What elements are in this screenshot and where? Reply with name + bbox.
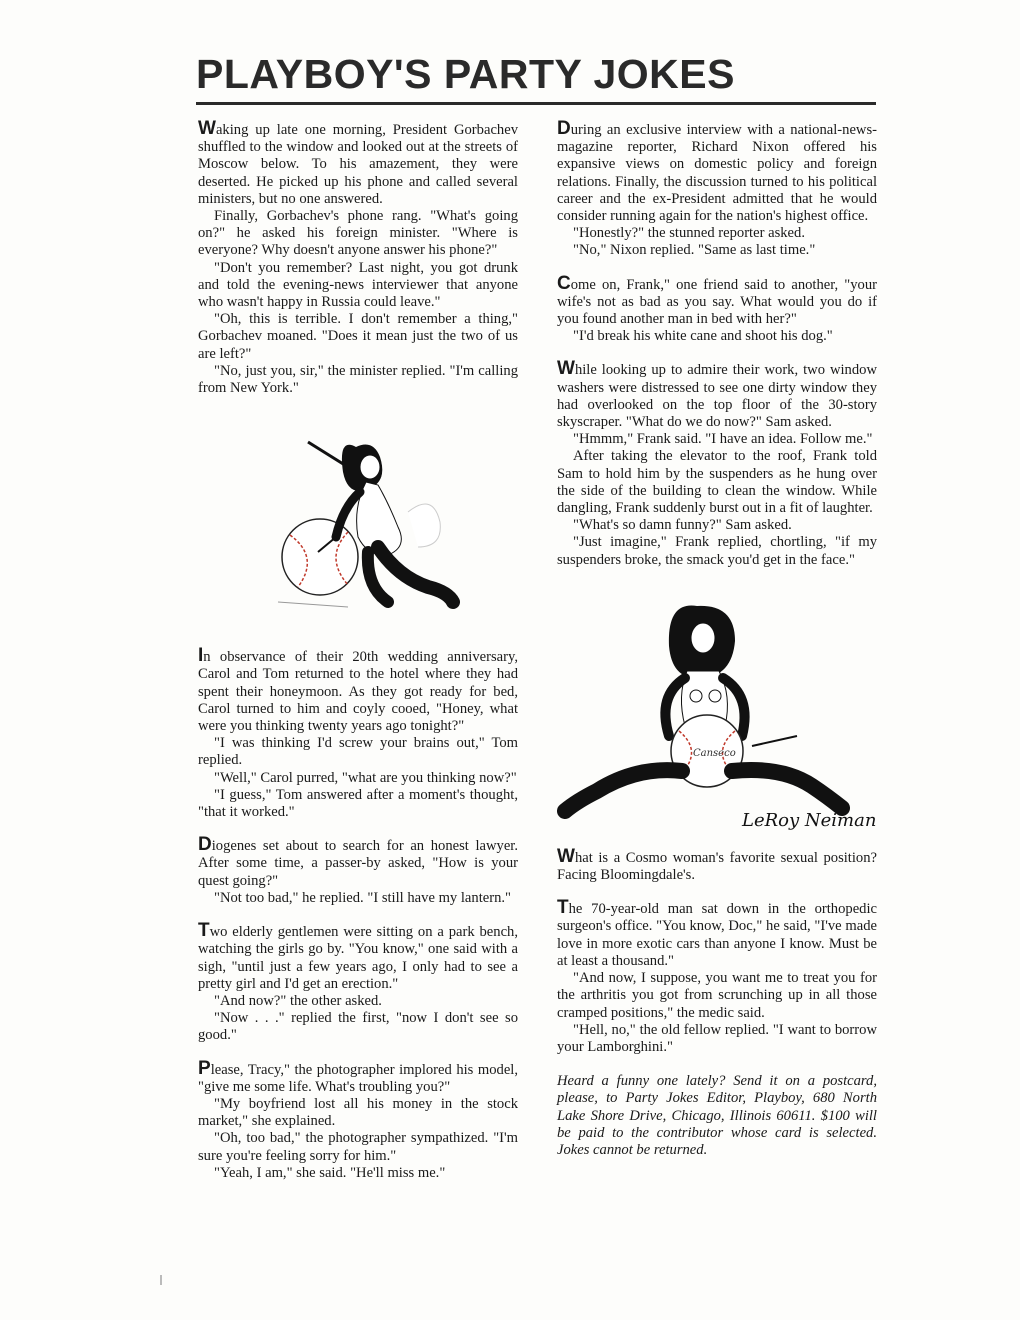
joke-paragraph: "No, just you, sir," the minister replied. "I'm calling from New York." [198, 362, 518, 397]
joke-orthopedic [557, 897, 877, 1056]
ball-autograph: Canseco [693, 747, 736, 759]
joke-paragraph: n observance of their 20th wedding anniversary, Carol and Tom returned to the hotel where they had spent their honeymoon. As they got ready for bed, Carol turned to him and coyly cooed, "Honey, what were you thinking twenty years ago tonight?" [198, 649, 518, 735]
joke-paragraph: wo elderly gentlemen were sitting on a park bench, watching the girls go by. "You know," one said with a sigh, "until just a few years ago, I only had to see a pretty girl and I'd get an erection." [198, 924, 518, 992]
joke-paragraph: he 70-year-old man sat down in the orthopedic surgeon's office. "You know, Doc," he said, "I've made love in more exotic cars than anyone I know. Must be at least a thousand." [557, 901, 877, 969]
joke-paragraph: "I guess," Tom answered after a moment's thought, "that it worked." [198, 786, 518, 821]
joke-window-washers [557, 358, 877, 568]
joke-paragraph: "Not too bad," he replied. "I still have my lantern." [214, 889, 511, 906]
joke-paragraph: "No," Nixon replied. "Same as last time." [573, 242, 816, 259]
joke-paragraph: "I'd break his white cane and shoot his dog." [573, 328, 833, 345]
submission-footer [557, 1073, 877, 1159]
joke-park-bench [198, 920, 518, 1044]
joke-nixon [557, 118, 877, 260]
joke-frank-wife [557, 272, 877, 346]
dropcap: D [198, 834, 212, 856]
joke-paragraph: iogenes set about to search for an honest lawyer. After some time, a passer-by asked, "How is your quest going?" [198, 838, 518, 889]
joke-paragraph: Finally, Gorbachev's phone rang. "What's going on?" he asked his foreign minister. "Where is everyone? Why doesn't anyone answer his phone?" [198, 208, 518, 259]
joke-paragraph: "Now . . ." replied the first, "now I don't see so good." [198, 1010, 518, 1044]
dropcap: T [557, 897, 569, 919]
joke-paragraph: "Don't you remember? Last night, you got drunk and told the evening-news interviewer that anyone who wasn't happy in Russia could leave." [198, 259, 518, 311]
dropcap: C [557, 272, 571, 294]
footer-text: Heard a funny one lately? Send it on a postcard, please, to Party Jokes Editor, Playboy, 680 North Lake Shore Drive, Chicago, Illinois 60611. $100 will be paid to the contributor whose card is selected. Jokes cannot be returned. [557, 1073, 877, 1158]
joke-paragraph: "My boyfriend lost all his money in the stock market," she explained. [198, 1095, 518, 1130]
dropcap: W [557, 358, 575, 380]
joke-paragraph: "Hmmm," Frank said. "I have an idea. Follow me." [573, 431, 873, 448]
dropcap: P [198, 1057, 211, 1079]
dropcap: T [198, 920, 210, 942]
joke-paragraph: uring an exclusive interview with a national-news-magazine reporter, Richard Nixon offered his expansive views on domestic policy and foreign relations. Finally, the discussion turned to his political career and the ex-President admitted that he would consider running again for the nation's highest office. [557, 122, 877, 225]
joke-paragraph: "Hell, no," the old fellow replied. "I want to borrow your Lamborghini." [557, 1021, 877, 1055]
joke-paragraph: lease, Tracy," the photographer implored his model, "give me some life. What's troubling you?" [198, 1061, 518, 1095]
artist-signature: LeRoy Neiman [742, 809, 877, 831]
dropcap: W [198, 118, 216, 139]
joke-anniversary [198, 645, 518, 821]
joke-paragraph: hat is a Cosmo woman's favorite sexual position? Facing Bloomingdale's. [557, 849, 877, 884]
femlin-drawing [248, 427, 488, 627]
joke-paragraph: "Honestly?" the stunned reporter asked. [573, 225, 805, 242]
title-rule [196, 102, 876, 105]
joke-paragraph: hile looking up to admire their work, two window washers were distressed to see one dirty window they had overlooked on the top floor of the 30-story skyscraper. "What do we do now?" Sam asked. [557, 362, 877, 431]
page-mark [160, 1275, 162, 1285]
left-column [198, 118, 518, 1199]
joke-paragraph: "Just imagine," Frank replied, chortling, "if my suspenders broke, the smack you'd get in the face." [557, 534, 877, 568]
dropcap: W [557, 845, 575, 867]
joke-paragraph: "And now, I suppose, you want me to treat you for the arthritis you got from scrunching up in all those cramped positions," the medic said. [557, 970, 877, 1021]
joke-paragraph: ome on, Frank," one friend said to another, "your wife's not as bad as you say. What would you do if you found another man in bed with her?" [557, 276, 877, 328]
dropcap: I [198, 645, 204, 667]
dropcap: D [557, 118, 571, 139]
joke-paragraph: "And now?" the other asked. [214, 992, 382, 1009]
joke-paragraph: "Oh, too bad," the photographer sympathized. "I'm sure you're feeling sorry for him." [198, 1130, 518, 1164]
joke-gorbachev [198, 118, 518, 397]
joke-paragraph: "Well," Carol purred, "what are you thinking now?" [214, 769, 517, 786]
joke-paragraph: "What's so damn funny?" Sam asked. [573, 517, 792, 534]
joke-paragraph: "I was thinking I'd screw your brains out," Tom replied. [198, 735, 518, 769]
femlin-illustration-left [198, 427, 518, 627]
joke-paragraph: "Yeah, I am," she said. "He'll miss me." [214, 1164, 446, 1181]
femlin-illustration-right [557, 586, 877, 836]
right-column [557, 118, 877, 1159]
joke-cosmo [557, 845, 877, 884]
joke-paragraph: aking up late one morning, President Gorbachev shuffled to the window and looked out at the streets of Moscow below. To his amazement, they were deserted. He picked up his phone and called several ministers, but no one answered. [198, 122, 518, 207]
page-title: PLAYBOY'S PARTY JOKES [196, 51, 735, 97]
femlin-seated-drawing [557, 586, 877, 836]
joke-paragraph: "Oh, this is terrible. I don't remember a thing," Gorbachev moaned. "Does it mean just the two of us are left?" [198, 311, 518, 362]
joke-photographer [198, 1057, 518, 1182]
joke-diogenes [198, 834, 518, 907]
joke-paragraph: After taking the elevator to the roof, Frank told Sam to hold him by the suspenders as he hung over the side of the building to clean the window. While dangling, Frank suddenly burst out in a fit of laughter. [557, 448, 877, 517]
